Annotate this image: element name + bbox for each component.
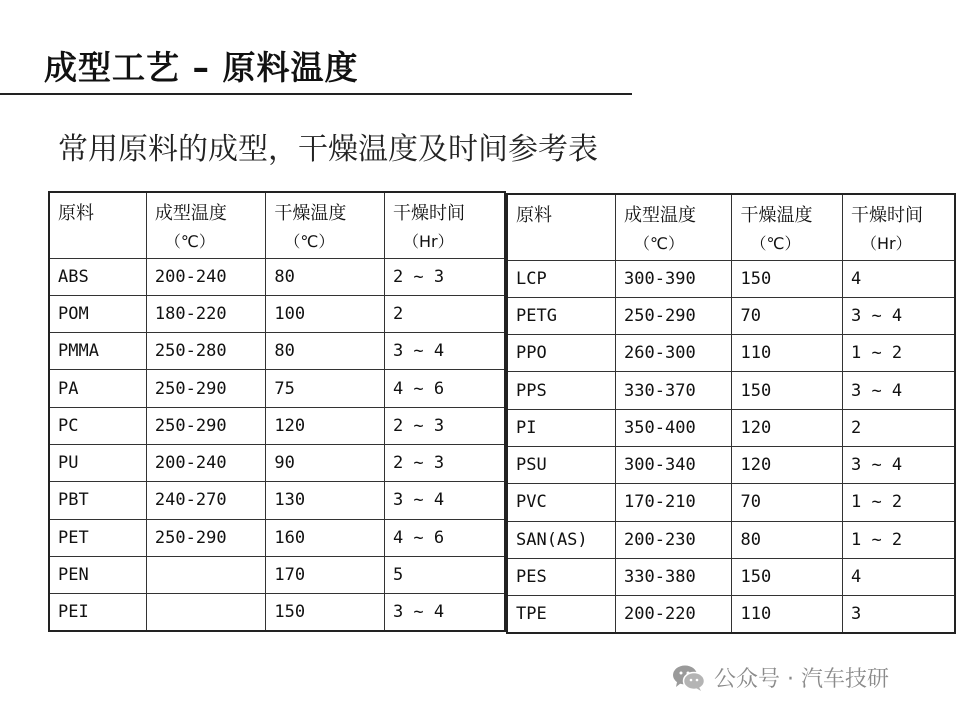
cell-molding-temp: 240-270 [146,482,266,519]
cell-material: PBT [49,482,146,519]
watermark [672,662,889,693]
header-molding-unit: （℃） [634,234,685,253]
cell-molding-temp: 330-380 [616,558,732,595]
cell-drying-temp: 70 [732,297,843,334]
cell-drying-temp: 120 [732,446,843,483]
header-material-label: 原料 [58,203,94,224]
cell-material: TPE [507,596,616,633]
header-time-unit: （Hr） [402,232,454,251]
cell-drying-time: 2 ~ 3 [384,258,505,295]
cell-drying-time: 2 ~ 3 [384,444,505,481]
cell-drying-temp: 150 [732,372,843,409]
cell-molding-temp [146,556,266,593]
table-row [49,407,505,444]
header-molding-temp-label: 成型温度 [624,205,697,226]
cell-material: PEN [49,556,146,593]
material-table-right [506,193,956,634]
cell-drying-temp: 130 [266,482,385,519]
header-molding-temp [146,192,266,258]
cell-drying-time: 4 ~ 6 [384,370,505,407]
table-row [507,335,955,372]
cell-drying-time: 3 ~ 4 [842,297,955,334]
cell-drying-time: 5 [384,556,505,593]
header-drying-unit: （℃） [750,234,801,253]
cell-drying-temp: 160 [266,519,385,556]
cell-drying-temp: 100 [266,295,385,332]
cell-molding-temp: 200-220 [616,596,732,633]
cell-material: PVC [507,484,616,521]
table-row [49,444,505,481]
cell-drying-temp: 80 [732,521,843,558]
cell-drying-time: 3 ~ 4 [842,446,955,483]
cell-drying-temp: 150 [266,594,385,631]
cell-drying-time: 4 ~ 6 [384,519,505,556]
table-row [49,482,505,519]
cell-drying-temp: 170 [266,556,385,593]
cell-drying-temp: 75 [266,370,385,407]
cell-material: PES [507,558,616,595]
cell-molding-temp: 260-300 [616,335,732,372]
cell-molding-temp: 350-400 [616,409,732,446]
cell-drying-temp: 150 [732,558,843,595]
cell-material: PA [49,370,146,407]
cell-material: PU [49,444,146,481]
title-divider [0,93,632,95]
cell-molding-temp: 200-240 [146,258,266,295]
table-row [49,556,505,593]
cell-drying-time: 2 [384,295,505,332]
cell-drying-temp: 80 [266,258,385,295]
cell-drying-temp: 90 [266,444,385,481]
cell-drying-time: 3 ~ 4 [842,372,955,409]
table-row [49,333,505,370]
cell-material: PI [507,409,616,446]
cell-drying-time: 3 ~ 4 [384,594,505,631]
header-time-unit: （Hr） [860,234,912,253]
cell-molding-temp: 250-290 [146,370,266,407]
cell-drying-time: 4 [842,260,955,297]
table-row [49,594,505,631]
header-material [49,192,146,258]
cell-drying-time: 3 ~ 4 [384,333,505,370]
header-molding-temp [616,194,732,260]
table-row [49,258,505,295]
cell-material: ABS [49,258,146,295]
table-row [49,519,505,556]
cell-drying-temp: 80 [266,333,385,370]
cell-drying-temp: 120 [266,407,385,444]
cell-molding-temp: 250-290 [146,407,266,444]
cell-material: LCP [507,260,616,297]
table-row [507,596,955,633]
cell-drying-time: 1 ~ 2 [842,484,955,521]
table-row [507,372,955,409]
wechat-icon [672,664,706,692]
cell-drying-time: 1 ~ 2 [842,335,955,372]
cell-material: PSU [507,446,616,483]
cell-material: PC [49,407,146,444]
cell-drying-time: 2 ~ 3 [384,407,505,444]
table-row [507,558,955,595]
cell-drying-temp: 150 [732,260,843,297]
cell-molding-temp: 170-210 [616,484,732,521]
header-drying-time [842,194,955,260]
cell-molding-temp: 250-290 [146,519,266,556]
cell-material: PET [49,519,146,556]
table-row [507,260,955,297]
header-molding-unit: （℃） [164,232,215,251]
cell-molding-temp: 200-240 [146,444,266,481]
cell-molding-temp: 300-390 [616,260,732,297]
cell-material: PPO [507,335,616,372]
table-row [49,370,505,407]
header-material-label: 原料 [516,205,552,226]
cell-drying-temp: 70 [732,484,843,521]
table-row [507,484,955,521]
table-header-row [49,192,505,258]
cell-molding-temp: 180-220 [146,295,266,332]
cell-drying-time: 3 ~ 4 [384,482,505,519]
header-drying-temp [266,192,385,258]
table-row [49,295,505,332]
cell-drying-temp: 120 [732,409,843,446]
cell-molding-temp [146,594,266,631]
cell-material: PPS [507,372,616,409]
material-table-left [48,191,506,632]
header-drying-temp-label: 干燥温度 [274,203,347,224]
cell-material: PMMA [49,333,146,370]
watermark-text: 公众号 · 汽车技研 [714,667,889,692]
header-molding-temp-label: 成型温度 [154,203,227,224]
table-row [507,297,955,334]
cell-drying-time: 3 [842,596,955,633]
page-title: 成型工艺 – 原料温度 [44,48,359,87]
cell-drying-time: 1 ~ 2 [842,521,955,558]
header-drying-time [384,192,505,258]
cell-drying-time: 4 [842,558,955,595]
page-subtitle: 常用原料的成型，干燥温度及时间参考表 [58,132,598,167]
cell-molding-temp: 250-290 [616,297,732,334]
cell-material: PETG [507,297,616,334]
table-row [507,521,955,558]
table-row [507,446,955,483]
cell-material: POM [49,295,146,332]
header-drying-temp-label: 干燥温度 [740,205,813,226]
header-drying-temp [732,194,843,260]
cell-material: SAN(AS) [507,521,616,558]
cell-molding-temp: 330-370 [616,372,732,409]
header-drying-time-label: 干燥时间 [392,203,465,224]
cell-molding-temp: 300-340 [616,446,732,483]
header-drying-time-label: 干燥时间 [850,205,923,226]
cell-drying-temp: 110 [732,596,843,633]
table-row [507,409,955,446]
cell-drying-time: 2 [842,409,955,446]
cell-drying-temp: 110 [732,335,843,372]
cell-molding-temp: 200-230 [616,521,732,558]
cell-material: PEI [49,594,146,631]
cell-molding-temp: 250-280 [146,333,266,370]
header-material [507,194,616,260]
header-drying-unit: （℃） [284,232,335,251]
table-header-row [507,194,955,260]
